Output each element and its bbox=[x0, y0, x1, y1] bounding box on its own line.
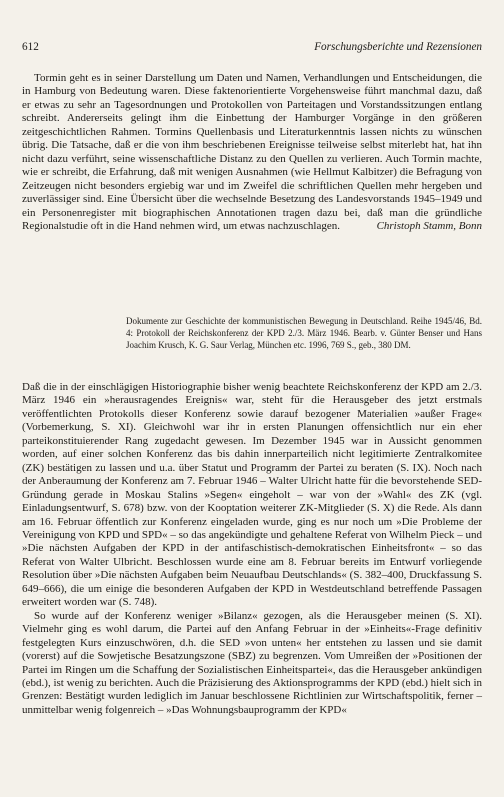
page-number: 612 bbox=[22, 41, 39, 53]
bibliographic-entry: Dokumente zur Geschichte der kommunistischen Bewegung in Deutschland. Reihe 1945/46, Bd. 4: Protokoll der Reichskonferenz der KPD 2./3. März 1946. Bearb. v. Günter Benser und Hans Joachim Krusch, K. G. Saur Verlag, München etc. 1996, 769 S., geb., 380 DM. bbox=[126, 316, 482, 351]
review-paragraph bbox=[22, 72, 482, 233]
journal-section-title: Forschungsberichte und Rezensionen bbox=[314, 41, 482, 53]
review-text: Tormin geht es in seiner Darstellung um Daten und Namen, Verhandlungen und Entscheidungen, die in Hamburg von Bedeutung waren. Diese faktenorientierte Vorgehensweise führt manchmal dazu, daß er etwas zu sehr an Tagesordnungen und Protokollen von Parteitagen und Vorstandssitzungen entlang schreibt. Andererseits gelingt ihm die Einbettung der Hamburger Vorgänge in den größeren zeitgeschichtlichen Rahmen. Tormins Quellenbasis und Literaturkenntnis lassen nichts zu wünschen übrig. Die Tatsache, daß er die von ihm beschriebenen Ereignisse teilweise selbst miterlebt hat, hat ihn nicht dazu verführt, seine wissenschaftliche Distanz zu den Quellen zu verlieren. Auch Tormin machte, wie er schreibt, die Erfahrung, daß mit wenigen Ausnahmen (wie Hellmut Kalbitzer) die Befragung von Zeitzeugen nicht besonders ergiebig war und im Zweifel die schriftlichen Quellen mehr hergeben und zuverlässiger sind. Eine Übersicht über die wechselnde Besetzung des Landesvorstands 1945–1949 und ein Personenregister mit biographischen Annotationen tragen dazu bei, daß man die gründliche Regionalstudie oft in die Hand nehmen wird, um etwas nachzuschlagen. bbox=[22, 72, 482, 232]
review-paragraph: So wurde auf der Konferenz weniger »Bilanz« gezogen, als die Herausgeber meinen (S. XI). Vielmehr ging es wohl darum, die Partei auf den Anfang Februar in der »Einheits«-Frage definitiv festgelegten Kurs einzuschwören, d.h. die SED »von unten« her entstehen zu lassen und sie damit (vorerst) auf die Sowjetische Besatzungszone (SBZ) zu begrenzen. Vom Umreißen der »Positionen der Partei im Ringen um die Schaffung der Sozialistischen Einheitspartei«, das die Herausgeber ankündigen (ebd.), ist wenig zu berichten. Auch die Präzisierung des Aktionsprogramms der KPD (ebd.) hielt sich in Grenzen: Bestätigt wurden lediglich im Januar beschlossene Richtlinien zur Wirtschaftspolitik, ferner – unmittelbar wenig folgenreich – »Das Wohnungsbauprogramm der KPD« bbox=[22, 609, 482, 716]
reviewer-signature: Christoph Stamm, Bonn bbox=[376, 219, 482, 232]
review-tormin bbox=[22, 72, 482, 233]
running-header bbox=[22, 40, 482, 54]
review-kpd-reichskonferenz bbox=[22, 381, 482, 717]
review-paragraph: Daß die in der einschlägigen Historiographie bisher wenig beachtete Reichskonferenz der KPD am 2./3. März 1946 ein »herausragendes Ereignis« war, steht für die Herausgeber des jetzt erstmals veröffentlichten Protokolls dieser Konferenz sowie darauf bezogener Materialien »außer Frage« (Vorbemerkung, S. XI). Gleichwohl war ihr in ersten Planungen offensichtlich nur ein eher parteikonstituierender Rang zugedacht gewesen. Im Dezember 1945 war in Aussicht genommen worden, auf einer solchen Konferenz das bis dahin innerparteilich nicht legitimierte Zentralkomitee (ZK) bestätigen zu lassen und u.a. über Statut und Programm der Partei zu beraten (S. IX). Noch nach der Anberaumung der Konferenz am 7. Februar 1946 – Walter Ulricht hatte für die bevorstehende SED-Gründung gerade in Moskau Stalins »Segen« eingeholt – war von der »Wahl« des ZK (vgl. Einladungsentwurf, S. 678) bzw. von der Kooptation weiterer ZK-Mitglieder (S. X) die Rede. Als dann am 16. Februar öffentlich zur Konferenz eingeladen wurde, ging es nur noch um »Die Probleme der Vereinigung von KPD und SPD« – so das angekündigte und gehaltene Referat von Wilhelm Pieck – und »Die nächsten Aufgaben der KPD in der antifaschistisch-demokratischen Einheitsfront« – so das Referat von Walter Ulbricht. Beschlossen wurde eine am 8. Februar bereits im Entwurf vorliegende Resolution über »Die nächsten Aufgaben beim Neuaufbau Deutschlands« (S. 382–400, Druckfassung S. 649–666), die um einige die besonderen Aufgaben der KPD in Westdeutschland betreffende Passagen erweitert worden war (S. 748). bbox=[22, 381, 482, 609]
